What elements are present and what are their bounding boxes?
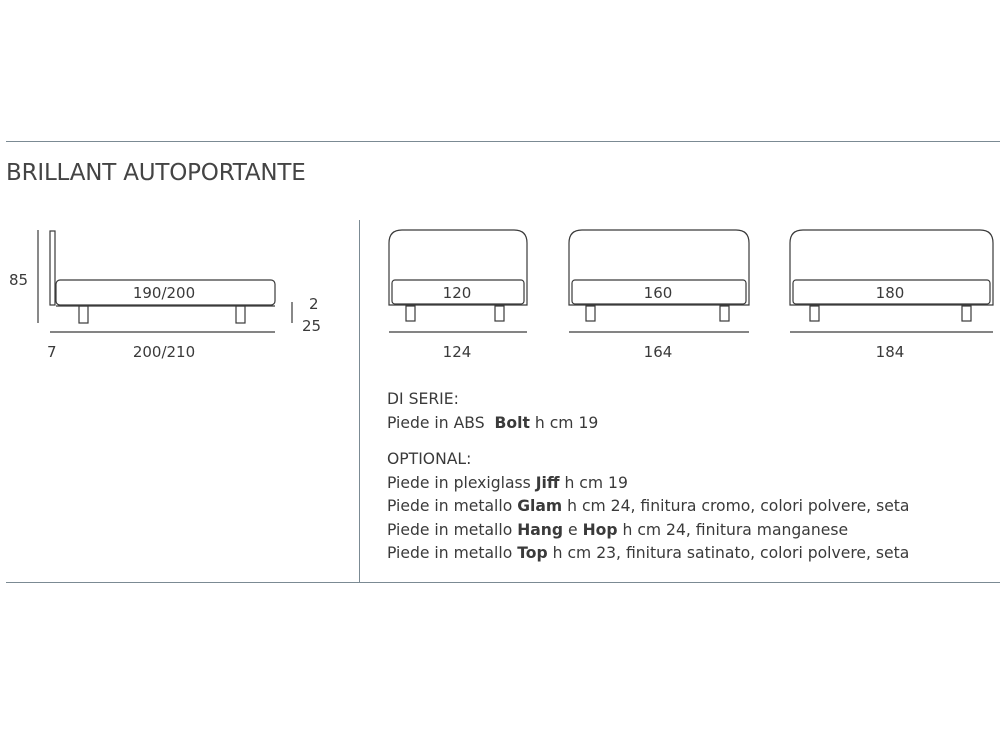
- front-2-mattress-label: 160: [643, 284, 673, 302]
- standard-line: Piede in ABS Bolt h cm 19: [387, 413, 599, 432]
- specifications: [387, 388, 909, 566]
- optional-line: Piede in metallo Hang e Hop h cm 24, finitura manganese: [387, 520, 849, 539]
- leg-height-label: 25: [302, 317, 322, 335]
- front-view-2-drawing: [569, 230, 749, 332]
- front-3-width-label: 184: [875, 343, 905, 361]
- clearance-label: 2: [309, 295, 319, 313]
- side-view-drawing: [38, 230, 292, 332]
- optional-line: Piede in metallo Top h cm 23, finitura satinato, colori polvere, seta: [387, 544, 910, 562]
- optional-line: Piede in plexiglass Jiff h cm 19: [387, 473, 628, 492]
- length-label: 200/210: [132, 343, 196, 361]
- height-label: 85: [9, 271, 29, 289]
- leg-inset-label: 7: [47, 343, 57, 361]
- front-1-mattress-label: 120: [442, 284, 472, 302]
- front-2-width-label: 164: [643, 343, 673, 361]
- optional-heading: OPTIONAL:: [387, 450, 472, 468]
- optional-line: Piede in metallo Glam h cm 24, finitura cromo, colori polvere, seta: [387, 497, 910, 515]
- front-3-mattress-label: 180: [875, 284, 905, 302]
- front-1-width-label: 124: [442, 343, 472, 361]
- front-view-3-drawing: [790, 230, 993, 332]
- standard-heading: DI SERIE:: [387, 390, 459, 408]
- side-mattress-label: 190/200: [132, 284, 196, 302]
- product-title: BRILLANT AUTOPORTANTE: [6, 160, 306, 186]
- front-view-1-drawing: [389, 230, 527, 332]
